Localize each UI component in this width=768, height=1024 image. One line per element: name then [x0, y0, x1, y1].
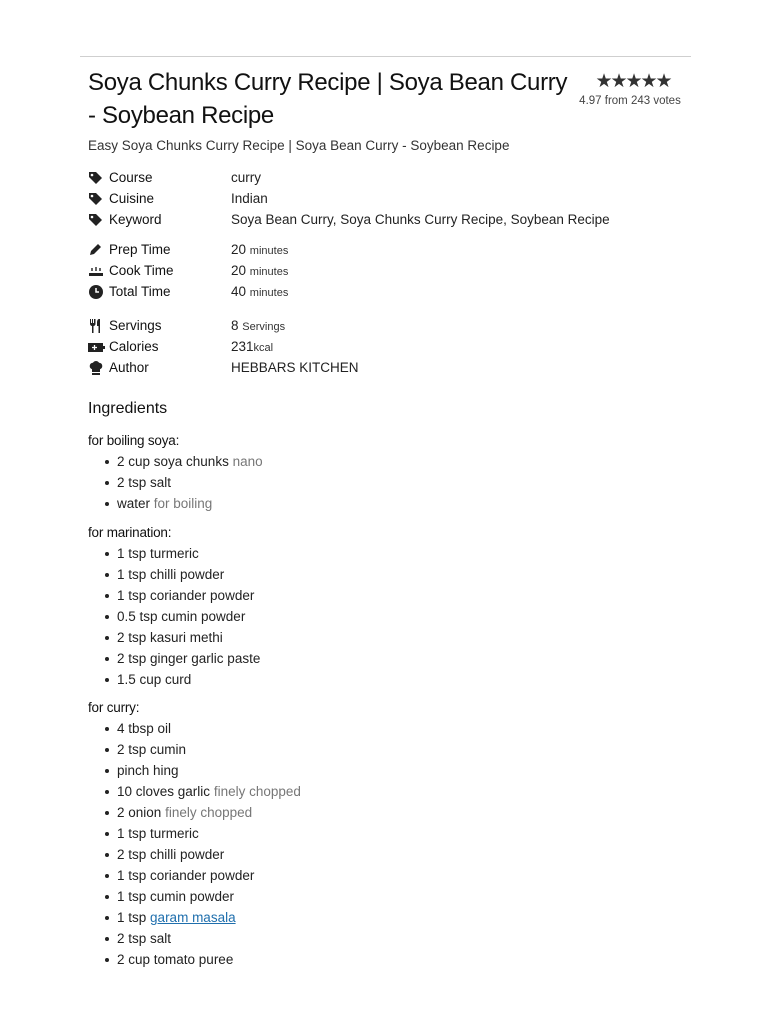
recipe-rating[interactable]: [579, 71, 683, 107]
meta-course-label: Course: [109, 170, 153, 185]
meta-keyword: [88, 209, 610, 230]
ingredient-item: 1 tsp turmeric: [88, 543, 260, 564]
meta-keyword-value: Soya Bean Curry, Soya Chunks Curry Recipe, Soybean Recipe: [231, 212, 610, 227]
meta-calories-value: 231: [231, 339, 254, 354]
meta-servings-value: 8: [231, 318, 239, 333]
meta-total-label: Total Time: [109, 284, 171, 299]
ingredient-note: finely chopped: [165, 805, 253, 820]
ingredient-item: 2 onion finely chopped: [88, 802, 301, 823]
meta-cook-unit: minutes: [249, 266, 289, 278]
ingredient-item: 1.5 cup curd: [88, 669, 260, 690]
meta-author: [88, 357, 359, 378]
meta-calories: [88, 336, 359, 357]
star-icon[interactable]: ★: [595, 71, 613, 92]
meta-servings-label: Servings: [109, 318, 162, 333]
ingredient-item: water for boiling: [88, 493, 263, 514]
ingredient-item: 1 tsp coriander powder: [88, 585, 260, 606]
ingredient-item: 2 tsp kasuri methi: [88, 627, 260, 648]
ingredient-item: 2 tsp salt: [88, 472, 263, 493]
meta-servings-unit: Servings: [242, 321, 286, 333]
star-icon[interactable]: ★: [640, 71, 658, 92]
meta-times: [88, 239, 288, 302]
ingredient-item: 2 tsp ginger garlic paste: [88, 648, 260, 669]
recipe-title: Soya Chunks Curry Recipe | Soya Bean Curry - Soybean Recipe: [88, 69, 568, 129]
ingredient-list: [88, 451, 263, 514]
meta-info: [88, 315, 359, 378]
ingredient-item: 0.5 tsp cumin powder: [88, 606, 260, 627]
pencil-icon: [88, 242, 106, 257]
battery-icon: [88, 339, 106, 354]
star-icon[interactable]: ★: [625, 71, 643, 92]
ingredient-group-boiling: [88, 430, 263, 514]
recipe-summary: Easy Soya Chunks Curry Recipe | Soya Bean Curry - Soybean Recipe: [88, 138, 510, 153]
meta-cuisine-label: Cuisine: [109, 191, 155, 206]
ingredient-group-marination: [88, 522, 260, 690]
pot-icon: [88, 263, 106, 278]
ingredient-note: finely chopped: [213, 784, 301, 799]
meta-author-label: Author: [109, 360, 149, 375]
ingredient-item: 2 tsp salt: [88, 928, 301, 949]
meta-calories-label: Calories: [109, 339, 159, 354]
meta-prep-label: Prep Time: [109, 242, 171, 257]
ingredient-item: pinch hing: [88, 760, 301, 781]
meta-cuisine-value: Indian: [231, 191, 268, 206]
ingredient-group-heading: for boiling soya:: [88, 433, 180, 448]
star-icon[interactable]: ★: [655, 71, 673, 92]
ingredient-group-heading: for marination:: [88, 525, 172, 540]
clock-icon: [88, 284, 106, 299]
tag-icon: [88, 191, 106, 206]
meta-cook-label: Cook Time: [109, 263, 174, 278]
meta-keyword-label: Keyword: [109, 212, 162, 227]
ingredient-item: 2 cup soya chunks nano: [88, 451, 263, 472]
ingredient-item: 2 tsp chilli powder: [88, 844, 301, 865]
ingredient-item: 1 tsp cumin powder: [88, 886, 301, 907]
meta-servings: [88, 315, 359, 336]
ingredient-item: 2 tsp cumin: [88, 739, 301, 760]
meta-total-unit: minutes: [249, 287, 289, 299]
ingredient-item: 1 tsp chilli powder: [88, 564, 260, 585]
ingredient-group-curry: [88, 697, 301, 970]
utensils-icon: [88, 318, 106, 333]
rating-votes: 4.97 from 243 votes: [579, 95, 681, 107]
ingredient-list: [88, 543, 260, 690]
ingredient-note: nano: [232, 454, 263, 469]
garam-masala-link[interactable]: garam masala: [150, 910, 236, 925]
meta-author-value: HEBBARS KITCHEN: [231, 360, 359, 375]
meta-course: [88, 167, 610, 188]
ingredient-group-heading: for curry:: [88, 700, 140, 715]
meta-prep-value: 20: [231, 242, 247, 257]
ingredient-item: 1 tsp coriander powder: [88, 865, 301, 886]
meta-prep-unit: minutes: [249, 245, 289, 257]
ingredient-item: 1 tsp garam masala: [88, 907, 301, 928]
tag-icon: [88, 170, 106, 185]
star-rating[interactable]: [583, 72, 683, 92]
chef-hat-icon: [88, 360, 106, 375]
meta-prep: [88, 239, 288, 260]
ingredient-item: 4 tbsp oil: [88, 718, 301, 739]
ingredient-item: 2 cup tomato puree: [88, 949, 301, 970]
meta-course-value: curry: [231, 170, 261, 185]
meta-total: [88, 281, 288, 302]
meta-cook: [88, 260, 288, 281]
ingredient-item: 1 tsp turmeric: [88, 823, 301, 844]
meta-total-value: 40: [231, 284, 247, 299]
tag-icon: [88, 212, 106, 227]
meta-tags: [88, 167, 610, 230]
meta-cook-value: 20: [231, 263, 247, 278]
ingredient-item: 10 cloves garlic finely chopped: [88, 781, 301, 802]
meta-calories-unit: kcal: [253, 342, 274, 354]
top-divider: [80, 56, 691, 57]
ingredient-note: for boiling: [153, 496, 213, 511]
star-icon[interactable]: ★: [610, 71, 628, 92]
ingredients-heading: Ingredients: [88, 400, 168, 417]
ingredient-list: [88, 718, 301, 970]
meta-cuisine: [88, 188, 610, 209]
